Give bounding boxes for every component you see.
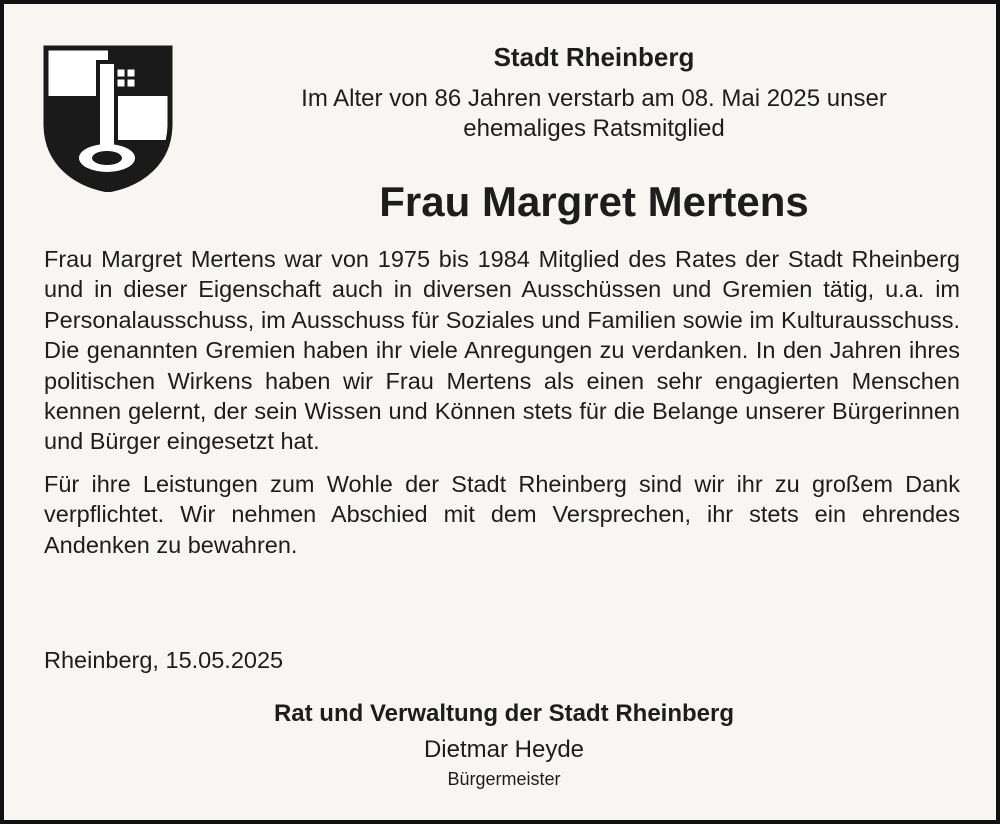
- body-paragraph-2: Für ihre Leistungen zum Wohle der Stadt Rheinberg sind wir ihr zu großem Dank verpflichtet. Wir nehmen Abschied mit dem Versprechen, ihr stets ein ehrendes Andenken zu bewahren.: [44, 470, 960, 558]
- intro-line-2: ehemaliges Ratsmitglied: [463, 115, 725, 142]
- notice-header: [214, 38, 974, 144]
- place-and-date: Rheinberg, 15.05.2025: [44, 647, 284, 673]
- coat-of-arms-icon: [42, 44, 174, 192]
- signer-organization: Rat und Verwaltung der Stadt Rheinberg: [273, 700, 735, 727]
- signer-title: Bürgermeister: [447, 769, 561, 789]
- signer-name: Dietmar Heyde: [423, 736, 585, 763]
- intro-text: [214, 84, 974, 144]
- signature-block: [4, 697, 1000, 791]
- deceased-name: Frau Margret Mertens: [379, 178, 809, 225]
- body-paragraph-1: Frau Margret Mertens war von 1975 bis 1984 Mitglied des Rates der Stadt Rheinberg und in dieser Eigenschaft auch in diversen Ausschüssen und Gremien tätig, u.a. im Personalausschuss, im Ausschuss für Soziales und Familien sowie im Kulturausschuss. Die genannten Gremien haben ihr viele Anregungen zu verdanken. In den Jahren ihres politischen Wirkens haben wir Frau Mertens als einen sehr engagierten Menschen kennen gelernt, der sein Wissen und Können stets für die Belange unserer Bürgerinnen und Bürger eingesetzt hat.: [44, 246, 960, 455]
- intro-line-1: Im Alter von 86 Jahren verstarb am 08. Mai 2025 unser: [301, 85, 887, 112]
- issuer-organization: Stadt Rheinberg: [493, 42, 695, 72]
- notice-body: [44, 244, 960, 572]
